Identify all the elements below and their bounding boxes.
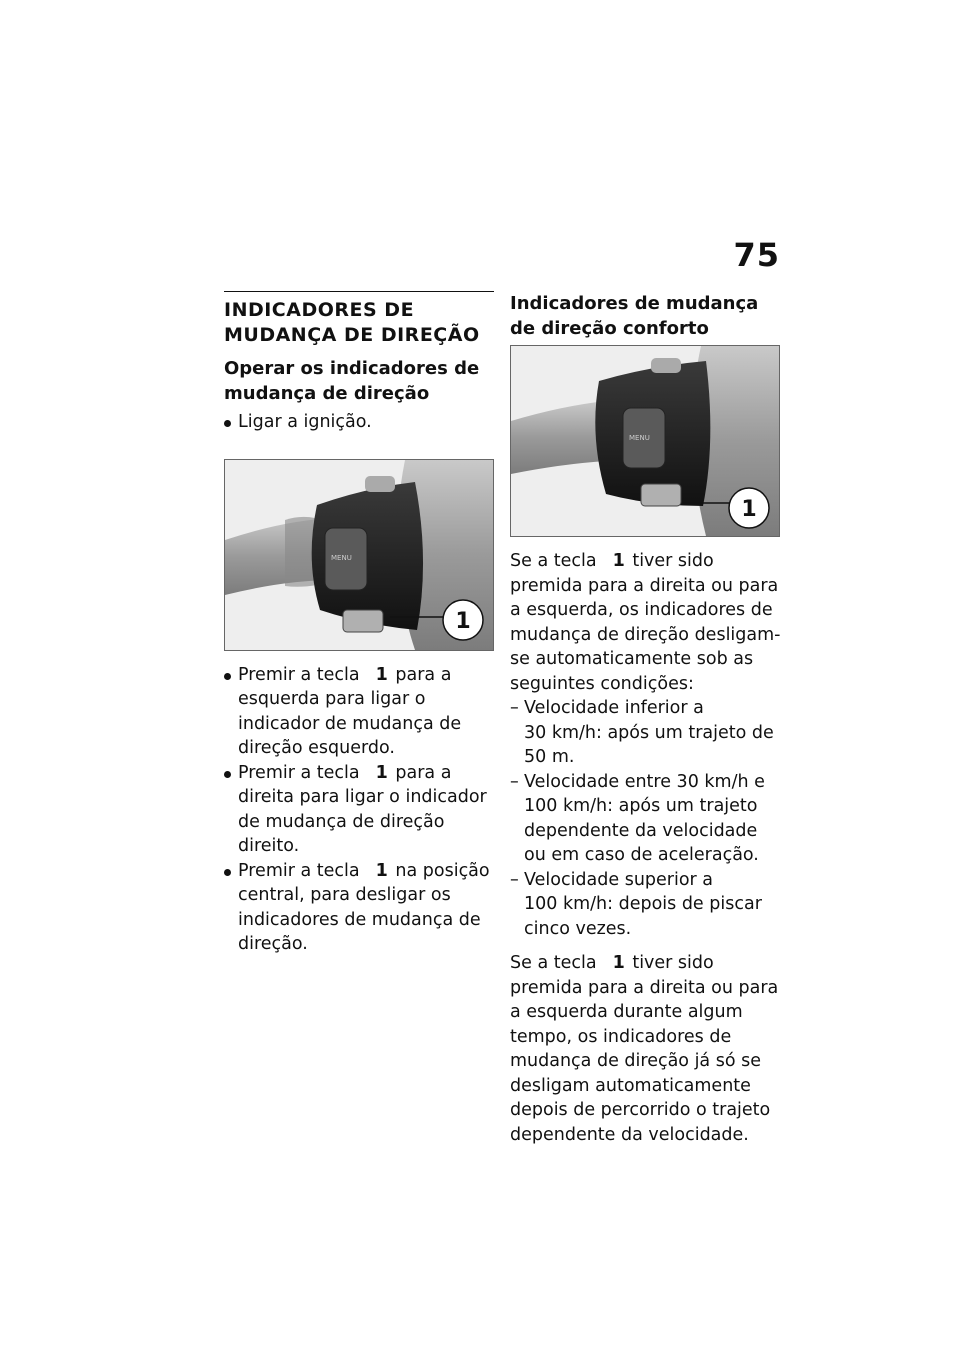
step-text: para a direita para ligar o indicador de mudança de direção direito. bbox=[238, 762, 487, 856]
step-text: Premir a tecla bbox=[238, 860, 360, 881]
dash-icon: – bbox=[510, 869, 519, 890]
step-text: para a esquerda para ligar o indicador de mudança de direção esquerdo. bbox=[238, 664, 462, 758]
step-center bbox=[224, 859, 494, 957]
dash-icon: – bbox=[510, 698, 519, 718]
left-column bbox=[224, 291, 494, 957]
condition-item bbox=[510, 696, 782, 770]
paragraph-extended-press bbox=[510, 951, 782, 1147]
condition-text: Velocidade superior a bbox=[524, 869, 714, 890]
subtitle-comfort: Indicadores de mudança de direção conforto bbox=[510, 293, 759, 339]
step-ignition bbox=[224, 410, 494, 435]
bullet-icon bbox=[224, 869, 231, 876]
dash-icon: – bbox=[510, 771, 519, 792]
key-ref: 1 bbox=[612, 953, 625, 973]
key-ref: 1 bbox=[612, 551, 625, 571]
paragraph-text: Se a tecla bbox=[510, 551, 597, 571]
figure-callout: 1 bbox=[741, 497, 757, 522]
section-rule bbox=[224, 291, 494, 292]
step-left bbox=[224, 663, 494, 761]
figure-handlebar-switch bbox=[224, 459, 494, 651]
page-number: 75 bbox=[733, 236, 780, 274]
step-text: na posição central, para desligar os indicadores de mudança de direção. bbox=[238, 860, 490, 954]
condition-item bbox=[510, 868, 782, 942]
step-text: Ligar a ignição. bbox=[238, 412, 372, 432]
right-column bbox=[510, 291, 782, 1147]
condition-text: 100 km/h: após um trajeto dependente da velocidade ou em caso de aceleração. bbox=[524, 796, 759, 865]
menu-label: MENU bbox=[629, 434, 650, 442]
step-text: Premir a tecla bbox=[238, 664, 360, 685]
paragraph-text: tiver sido premida para a direita ou para a esquerda, os indicadores de mudança de direção desligam-se automaticamente sob as seguintes condições: bbox=[510, 551, 781, 694]
condition-text: 100 km/h: depois de piscar cinco vezes. bbox=[524, 894, 762, 939]
bullet-icon bbox=[224, 420, 231, 427]
paragraph-conditions-intro bbox=[510, 549, 782, 696]
step-text: Premir a tecla bbox=[238, 762, 360, 783]
paragraph-text: Se a tecla bbox=[510, 953, 597, 973]
subtitle-operate: Operar os indicadores de mudança de direção bbox=[224, 358, 480, 404]
key-ref: 1 bbox=[375, 762, 388, 783]
condition-text: 30 km/h: após um trajeto de 50 m. bbox=[524, 722, 774, 767]
menu-label: MENU bbox=[331, 553, 352, 562]
key-ref: 1 bbox=[375, 664, 388, 685]
condition-text: Velocidade entre 30 km/h e bbox=[524, 771, 765, 792]
spacer bbox=[510, 941, 782, 951]
figure-callout: 1 bbox=[455, 608, 471, 634]
condition-item bbox=[510, 770, 782, 868]
key-ref: 1 bbox=[375, 860, 388, 881]
paragraph-text: tiver sido premida para a direita ou para a esquerda durante algum tempo, os indicadores de mudança de direção já só se desligam automaticamente depois de percorrido o trajeto dependente da velocidade. bbox=[510, 953, 779, 1145]
condition-text: Velocidade inferior a bbox=[524, 698, 704, 718]
figure-handlebar-switch-comfort bbox=[510, 345, 780, 537]
section-title: INDICADORES DE MUDANÇA DE DIREÇÃO bbox=[224, 299, 480, 346]
step-right bbox=[224, 761, 494, 859]
bullet-icon bbox=[224, 673, 231, 680]
bullet-icon bbox=[224, 771, 231, 778]
